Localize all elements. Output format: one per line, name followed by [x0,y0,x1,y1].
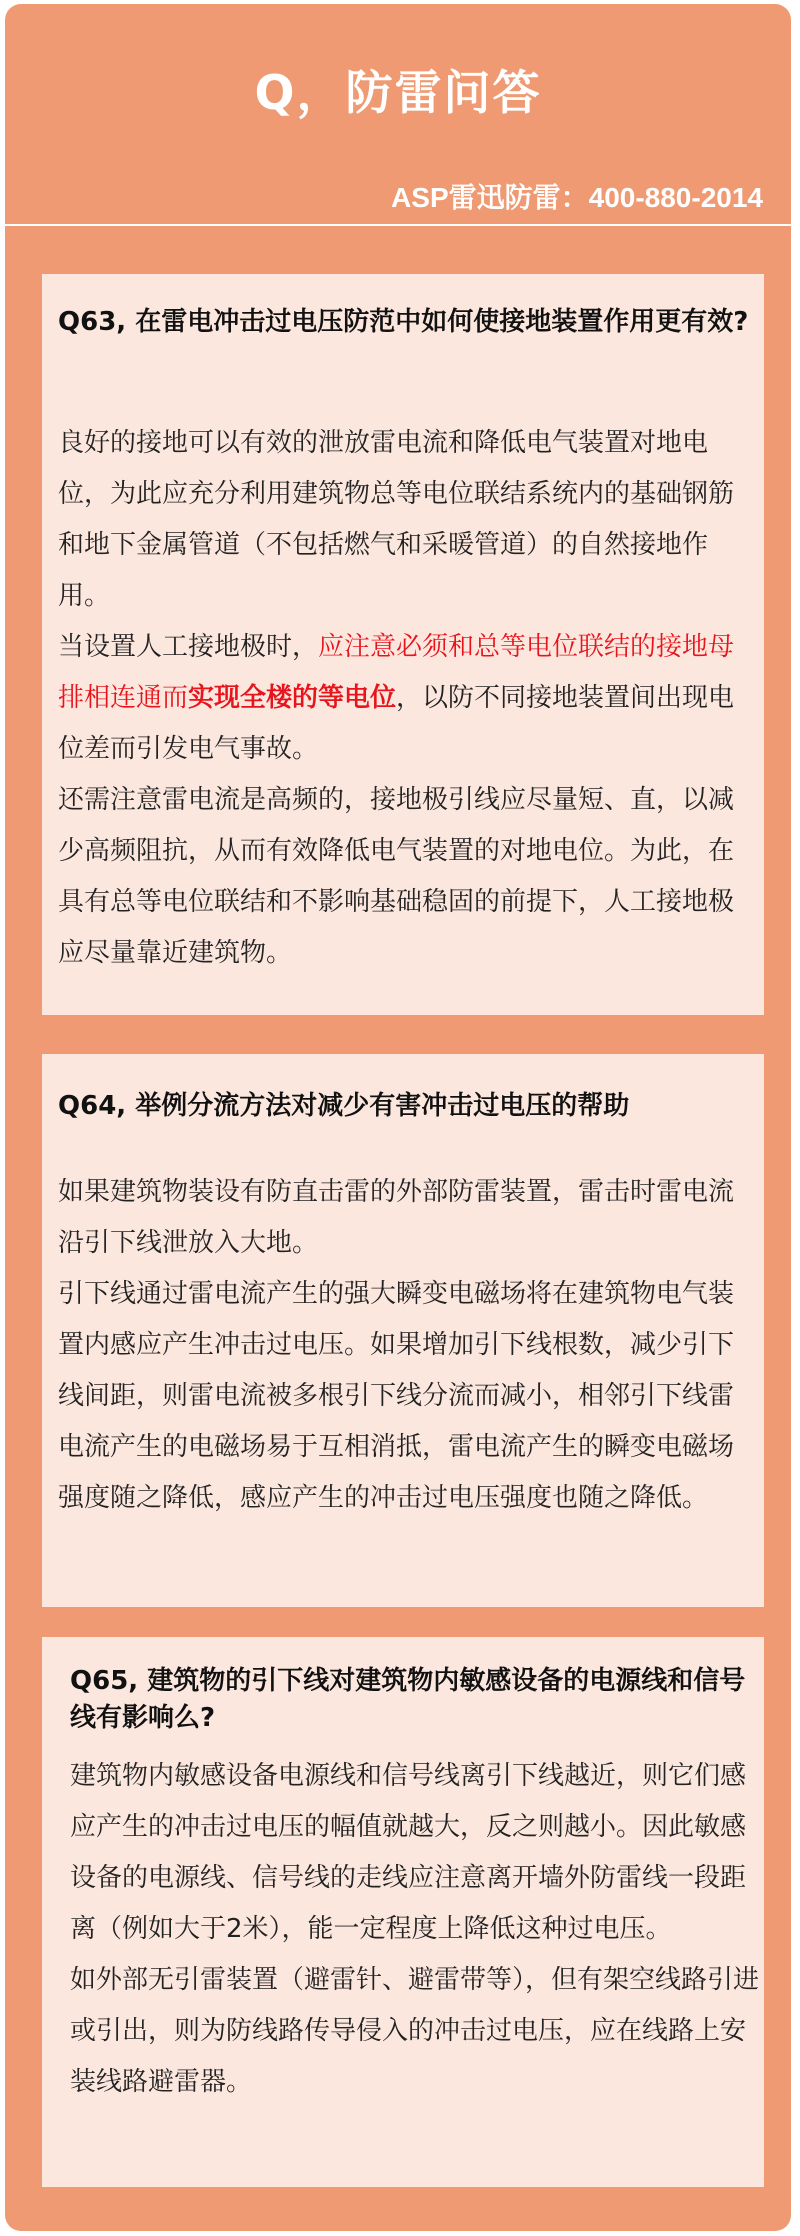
answer-paragraph [58,622,758,775]
question-heading: Q65, 建筑物的引下线对建筑物内敏感设备的电源线和信号线有影响么? [70,1666,746,1733]
answer-text: ，以防不同接地装置间出现电位差而引发电气事故。 [58,683,735,764]
answer-paragraph: 如果建筑物装设有防直击雷的外部防雷装置，雷击时雷电流沿引下线泄放入大地。 [58,1177,735,1258]
header-divider [5,224,791,226]
question-heading: Q63, 在雷电冲击过电压防范中如何使接地装置作用更有效? [58,307,749,337]
highlight-text: 应注意必须和总等电位联结的接地母排相连通而 [58,632,735,713]
answer-paragraph: 建筑物内敏感设备电源线和信号线离引下线越近，则它们感应产生的冲击过电压的幅值就越大，反之则越小。因此敏感设备的电源线、信号线的走线应注意离开墙外防雷线一段距离（例如大于2米），能一定程度上降低这种过电压。 [70,1761,747,1944]
qa-card-q65 [42,1637,764,2187]
page-title: Q，防雷问答 [254,66,542,121]
answer-paragraph: 还需注意雷电流是高频的，接地极引线应尽量短、直，以减少高频阻抗，从而有效降低电气装置的对地电位。为此，在具有总等电位联结和不影响基础稳固的前提下，人工接地极应尽量靠近建筑物。 [58,785,735,968]
answer-paragraph: 如外部无引雷装置（避雷针、避雷带等），但有架空线路引进或引出，则为防线路传导侵入的冲击过电压，应在线路上安装线路避雷器。 [70,1965,760,2097]
answer-body [70,1751,760,2108]
highlight-bold-text: 实现全楼的等电位 [188,683,397,713]
answer-text: 当设置人工接地极时， [58,632,319,662]
hotline-text: ASP雷迅防雷：400-880-2014 [391,182,763,213]
answer-body [58,1167,758,1524]
answer-paragraph: 良好的接地可以有效的泄放雷电流和降低电气装置对地电位，为此应充分利用建筑物总等电位联结系统内的基础钢筋和地下金属管道（不包括燃气和采暖管道）的自然接地作用。 [58,428,735,611]
qa-card-q64 [42,1054,764,1607]
answer-paragraph: 引下线通过雷电流产生的强大瞬变电磁场将在建筑物电气装置内感应产生冲击过电压。如果增加引下线根数，减少引下线间距，则雷电流被多根引下线分流而减小，相邻引下线雷电流产生的电磁场易于互相消抵，雷电流产生的瞬变电磁场强度随之降低，感应产生的冲击过电压强度也随之降低。 [58,1279,735,1513]
answer-body [58,418,758,979]
question-heading: Q64, 举例分流方法对减少有害冲击过电压的帮助 [58,1091,630,1121]
qa-card-q63 [42,274,764,1015]
